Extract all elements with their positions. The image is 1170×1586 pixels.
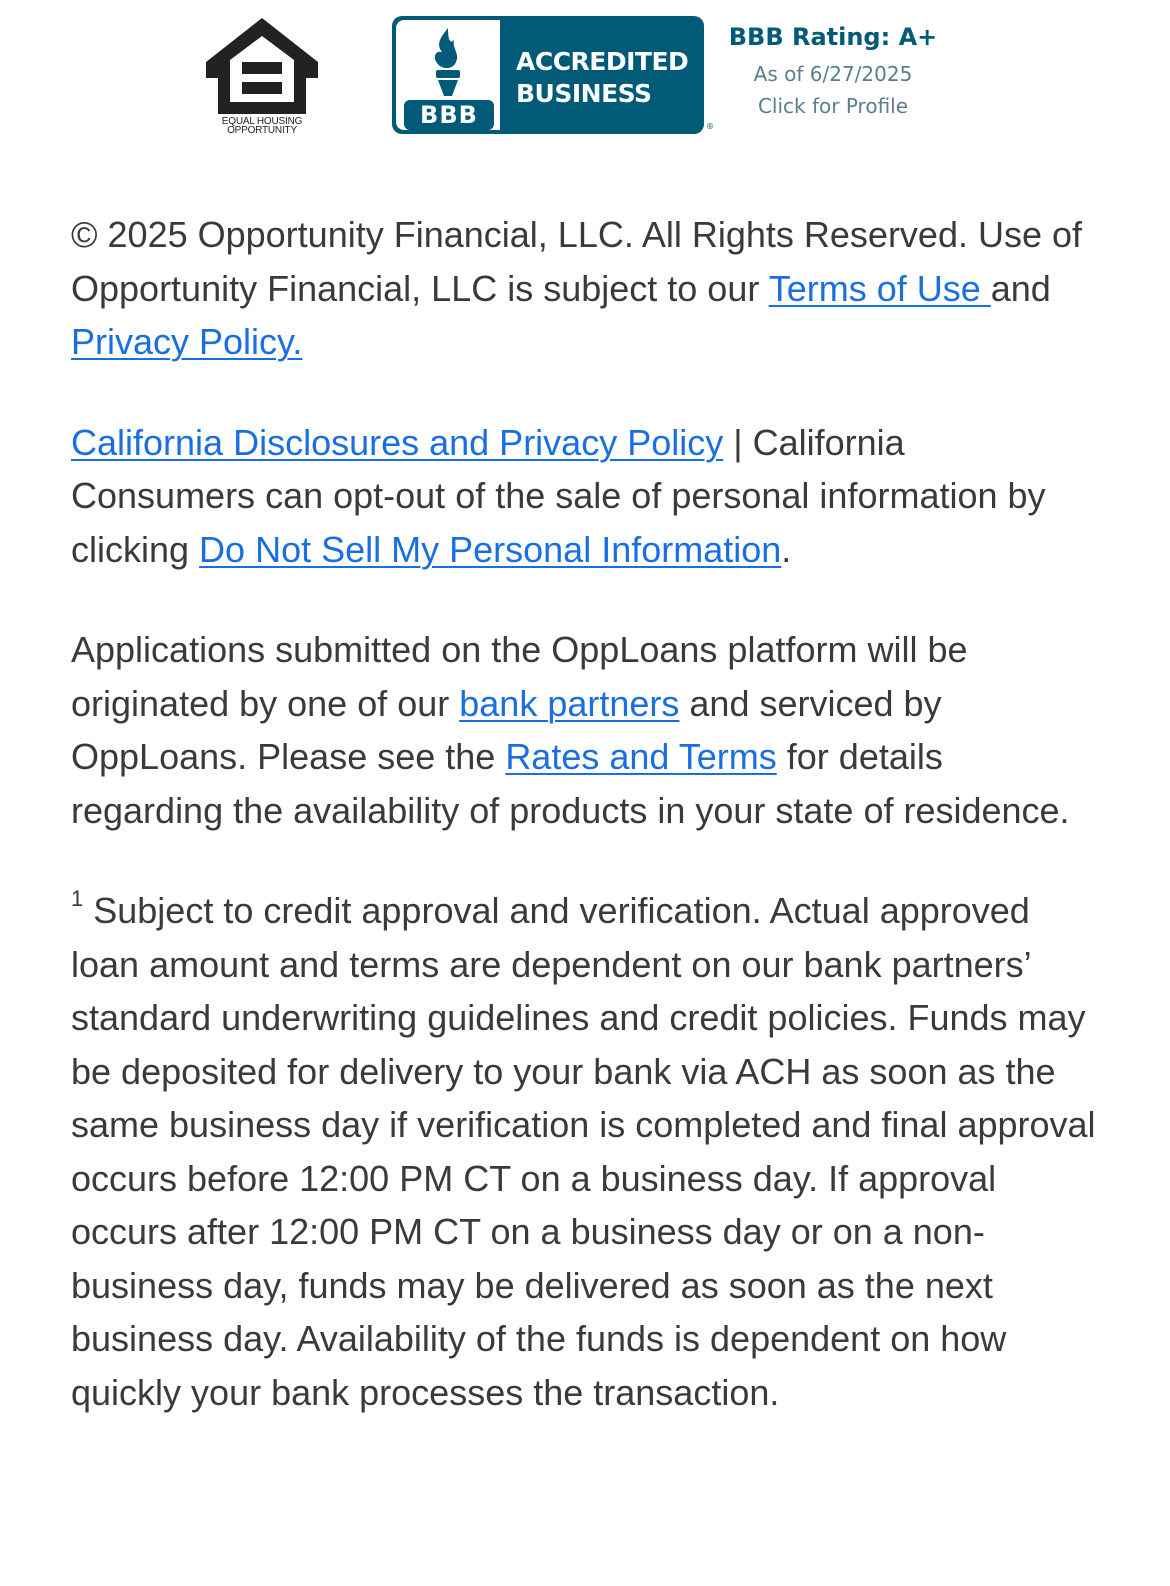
terms-of-use-link[interactable]: Terms of Use xyxy=(768,267,991,309)
bbb-seal-text: BBB xyxy=(404,100,494,130)
do-not-sell-link[interactable]: Do Not Sell My Personal Information xyxy=(199,528,782,570)
equal-housing-logo xyxy=(204,16,320,140)
bbb-accredited-text xyxy=(516,46,688,110)
california-paragraph xyxy=(71,416,1096,577)
california-end: . xyxy=(781,528,792,570)
bbb-as-of: As of 6/27/2025 xyxy=(753,62,913,86)
badges-row xyxy=(0,0,1170,150)
bbb-accredited-line2: BUSINESS xyxy=(516,79,652,108)
applications-paragraph xyxy=(71,623,1096,837)
torch-icon xyxy=(396,20,500,100)
bank-partners-link[interactable]: bank partners xyxy=(459,682,680,724)
footnote-marker: 1 xyxy=(71,886,84,911)
copyright-paragraph xyxy=(71,208,1096,369)
applications-text-2: and serviced by OppLoans. Please see the xyxy=(71,682,942,777)
california-text: | California Consumers can opt-out of the sale of personal information by clicking xyxy=(71,421,1046,570)
equal-housing-line1: EQUAL HOUSING xyxy=(221,116,303,127)
privacy-policy-link[interactable]: Privacy Policy. xyxy=(71,321,303,362)
bbb-accredited-badge[interactable] xyxy=(392,16,952,140)
bbb-registered-mark: ® xyxy=(706,122,714,131)
bbb-click-for-profile[interactable]: Click for Profile xyxy=(757,94,909,118)
bbb-rating: BBB Rating: A+ xyxy=(728,23,938,51)
applications-text-1: Applications submitted on the OppLoans platform will be originated by one of our xyxy=(71,629,968,724)
california-disclosures-link[interactable]: California Disclosures and Privacy Policy xyxy=(71,421,724,463)
copyright-text: © 2025 Opportunity Financial, LLC. All Rights Reserved. Use of Opportunity Financial, LLC is subject to our xyxy=(71,214,1083,309)
bbb-seal xyxy=(396,20,500,130)
house-icon xyxy=(204,16,320,116)
footnote-paragraph xyxy=(71,884,1096,1419)
applications-text-3: for details regarding the availability of products in your state of residence. xyxy=(71,736,1070,831)
footnote-text: Subject to credit approval and verification. Actual approved loan amount and terms are dependent on our bank partners’ standard underwriting guidelines and credit policies. Funds may be deposited for delivery to your bank via ACH as soon as the same business day if verification is completed and final approval occurs before 12:00 PM CT on a business day. If approval occurs after 12:00 PM CT on a business day or on a non-business day, funds may be delivered as soon as the next business day. Availability of the funds is dependent on how quickly your bank processes the transaction. xyxy=(71,890,1096,1413)
footer-legal-text xyxy=(71,208,1096,1466)
bbb-badge-box xyxy=(392,16,704,134)
and-text: and xyxy=(990,267,1051,309)
bbb-accredited-line1: ACCREDITED xyxy=(516,47,689,76)
rates-and-terms-link[interactable]: Rates and Terms xyxy=(505,736,777,777)
equal-housing-line2: OPPORTUNITY xyxy=(227,125,297,136)
